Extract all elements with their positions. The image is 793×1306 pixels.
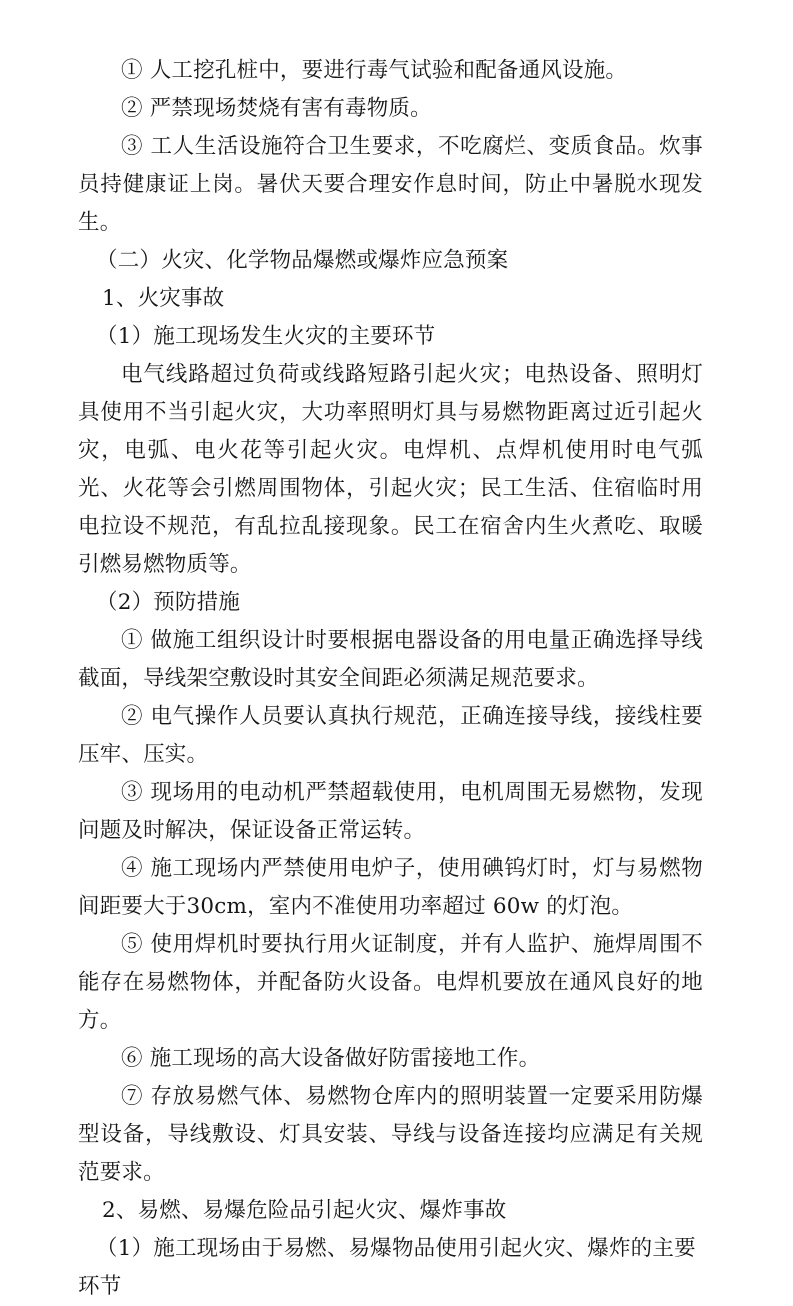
document-body — [78, 52, 703, 1306]
heading-2-explosion-accident: 2、易燃、易爆危险品引起火灾、爆炸事故 — [102, 1198, 507, 1223]
heading-section-2: （二）火灾、化学物品爆燃或爆炸应急预案 — [96, 248, 509, 273]
heading-2-1-main-links: （1）施工现场由于易燃、易爆物品使用引起火灾、爆炸的主要环节 — [78, 1236, 696, 1299]
paragraph-fire-causes: 电气线路超过负荷或线路短路引起火灾；电热设备、照明灯具使用不当引起火灾，大功率照明灯具与易燃物距离过近引起火灾，电弧、电火花等引起火灾。电焊机、点焊机使用时电气弧光、火花等会引燃周围物体，引起火灾；民工生活、住宿临时用电拉设不规范，有乱拉乱接现象。民工在宿舍内生火煮吃、取暖引燃易燃物质等。 — [78, 362, 703, 577]
paragraph-prevent-item-2: ② 电气操作人员要认真执行规范，正确连接导线，接线柱要压牢、压实。 — [78, 704, 703, 767]
paragraph-prevent-item-6: ⑥ 施工现场的高大设备做好防雷接地工作。 — [121, 1046, 541, 1071]
heading-1-fire-accident: 1、火灾事故 — [102, 286, 225, 311]
heading-1-1-main-links: （1）施工现场发生火灾的主要环节 — [96, 324, 436, 349]
paragraph-item-1-ventilation: ① 人工挖孔桩中，要进行毒气试验和配备通风设施。 — [121, 58, 628, 83]
paragraph-prevent-item-5: ⑤ 使用焊机时要执行用火证制度，并有人监护、施焊周围不能存在易燃物体，并配备防火设备。电焊机要放在通风良好的地方。 — [78, 932, 703, 1033]
paragraph-item-3-hygiene: ③ 工人生活设施符合卫生要求，不吃腐烂、变质食品。炊事员持健康证上岗。暑伏天要合理安作息时间，防止中暑脱水现发生。 — [78, 134, 703, 235]
paragraph-prevent-item-7: ⑦ 存放易燃气体、易燃物仓库内的照明装置一定要采用防爆型设备，导线敷设、灯具安装、导线与设备连接均应满足有关规范要求。 — [78, 1084, 703, 1185]
heading-1-2-preventive-measures: （2）预防措施 — [96, 590, 241, 615]
paragraph-prevent-item-3: ③ 现场用的电动机严禁超载使用，电机周围无易燃物，发现问题及时解决，保证设备正常运转。 — [78, 780, 703, 843]
paragraph-item-2-burning: ② 严禁现场焚烧有害有毒物质。 — [121, 96, 432, 121]
paragraph-prevent-item-1: ① 做施工组织设计时要根据电器设备的用电量正确选择导线截面，导线架空敷设时其安全间距必须满足规范要求。 — [78, 628, 703, 691]
paragraph-prevent-item-4: ④ 施工现场内严禁使用电炉子，使用碘钨灯时，灯与易燃物间距要大于30cm，室内不准使用功率超过 60w 的灯泡。 — [78, 856, 703, 919]
